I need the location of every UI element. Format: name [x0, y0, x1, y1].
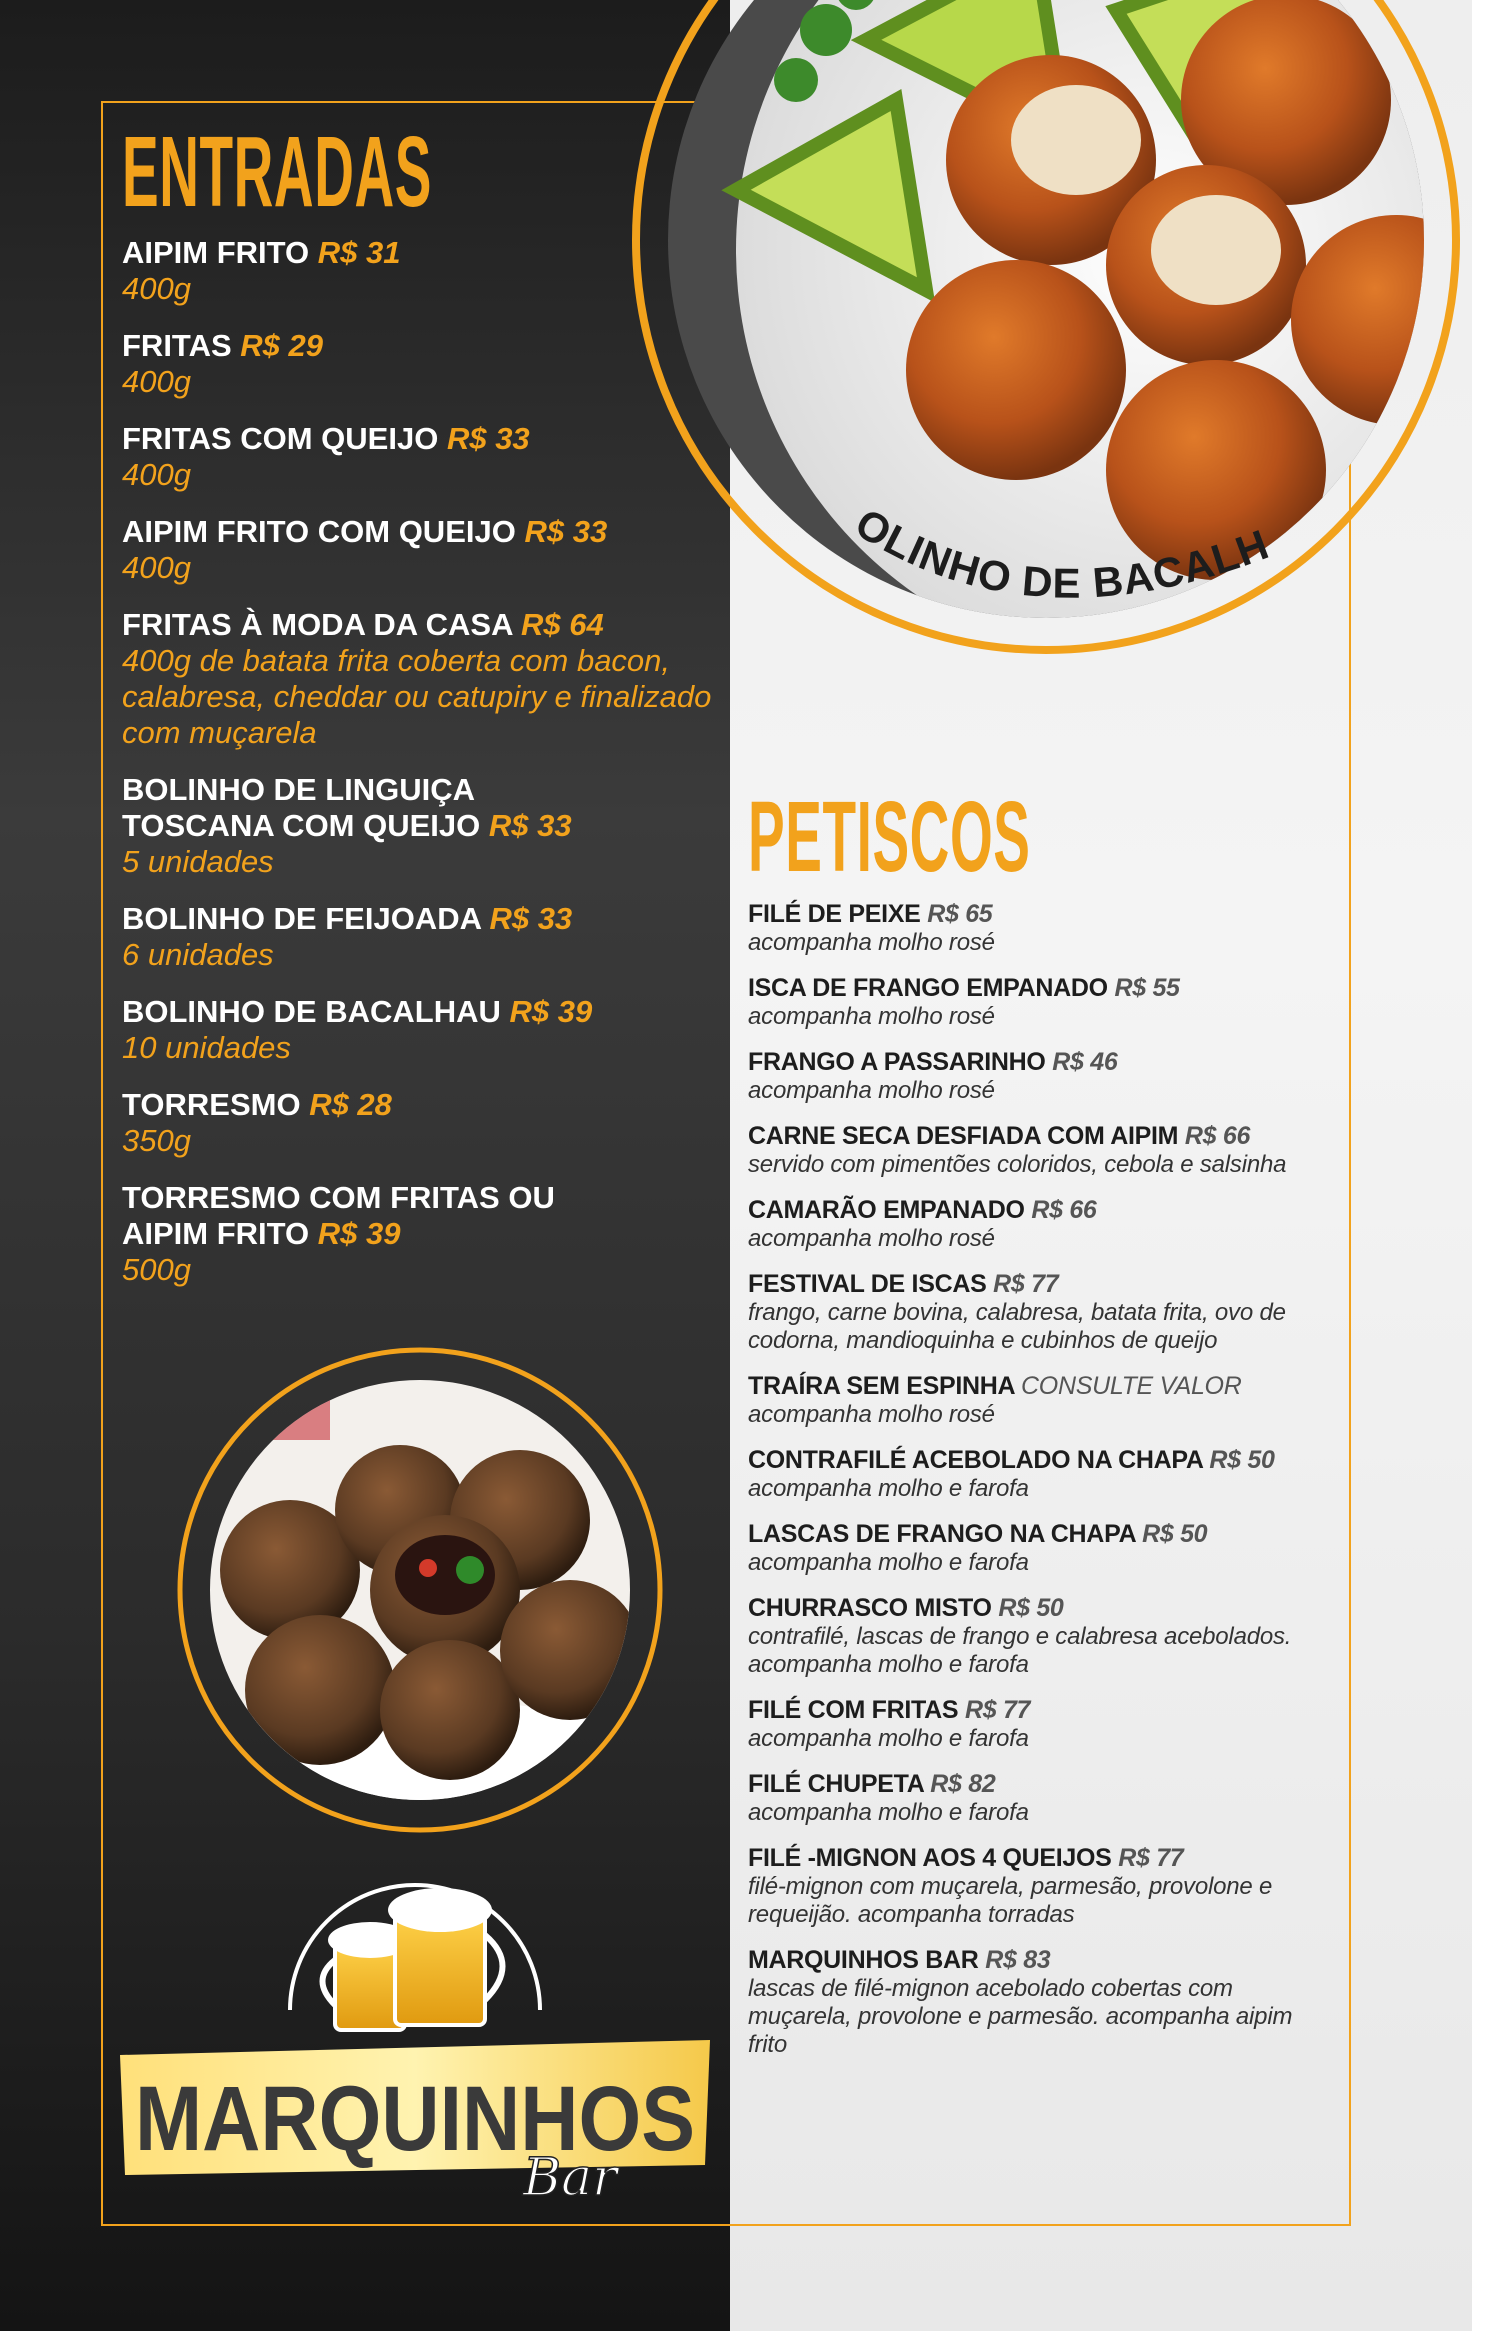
menu-item [748, 1696, 1368, 1753]
bolinho-de-bacalhau-photo [596, 0, 1496, 750]
menu-item [748, 1122, 1368, 1179]
menu-item [122, 1180, 712, 1288]
entradas-list [122, 235, 712, 1309]
item-name: FRITAS [122, 328, 232, 363]
item-desc: 400g [122, 364, 191, 399]
item-desc: 400g [122, 550, 191, 585]
item-desc: frango, carne bovina, calabresa, batata frita, ovo de codorna, mandioquinha e cubinhos de queijo [748, 1299, 1286, 1354]
item-name: TORRESMO COM FRITAS OU AIPIM FRITO [122, 1180, 555, 1251]
petiscos-title: PETISCOS [748, 781, 1031, 893]
item-desc: acompanha molho rosé [748, 1077, 995, 1104]
item-desc: acompanha molho rosé [748, 1003, 995, 1030]
menu-item [122, 421, 712, 493]
menu-item [748, 1946, 1368, 2059]
item-desc: acompanha molho e farofa [748, 1725, 1029, 1752]
item-name: BOLINHO DE BACALHAU [122, 994, 501, 1029]
item-name: LASCAS DE FRANGO NA CHAPA [748, 1520, 1136, 1548]
item-name: TRAÍRA SEM ESPINHA [748, 1372, 1015, 1400]
logo-sub-text: Bar [522, 2148, 618, 2208]
item-name: CHURRASCO MISTO [748, 1594, 992, 1622]
petiscos-list [748, 900, 1368, 2076]
item-price: R$ 46 [1052, 1048, 1118, 1076]
menu-item [122, 901, 712, 973]
item-name: TORRESMO [122, 1087, 301, 1122]
beer-mugs-icon [323, 1888, 503, 2030]
item-desc: acompanha molho rosé [748, 1225, 995, 1252]
item-name: AIPIM FRITO COM QUEIJO [122, 514, 516, 549]
item-price: R$ 33 [488, 808, 572, 843]
item-desc: 400g [122, 271, 191, 306]
item-desc: contrafilé, lascas de frango e calabresa acebolados. acompanha molho e farofa [748, 1623, 1292, 1678]
item-price: R$ 50 [1142, 1520, 1208, 1548]
item-desc: 350g [122, 1123, 191, 1158]
marquinhos-bar-logo [120, 1850, 710, 2210]
item-price: R$ 77 [964, 1696, 1031, 1724]
menu-item [748, 1844, 1368, 1929]
menu-item [122, 514, 712, 586]
item-price: R$ 31 [317, 235, 401, 270]
item-price: R$ 77 [1118, 1844, 1184, 1872]
menu-item [748, 1270, 1368, 1355]
item-desc: servido com pimentões coloridos, cebola e salsinha [748, 1151, 1287, 1178]
item-name: CARNE SECA DESFIADA COM AIPIM [748, 1122, 1179, 1150]
item-name: AIPIM FRITO [122, 235, 310, 270]
item-price: R$ 82 [930, 1770, 996, 1798]
item-desc: 500g [122, 1252, 191, 1287]
item-price: R$ 83 [985, 1946, 1051, 1974]
entradas-title: ENTRADAS [122, 116, 432, 228]
item-price: R$ 39 [509, 994, 593, 1029]
menu-item [748, 1446, 1368, 1503]
bolinho-de-feijoada-photo [170, 1340, 670, 1840]
item-price: R$ 64 [520, 607, 604, 642]
menu-item [748, 1594, 1368, 1679]
item-desc: 6 unidades [122, 937, 274, 972]
menu-item [748, 1372, 1368, 1429]
item-name: FILÉ DE PEIXE [748, 900, 921, 928]
item-desc: 10 unidades [122, 1030, 291, 1065]
item-price: R$ 50 [998, 1594, 1064, 1622]
logo-brand-text: MARQUINHOS [135, 2068, 695, 2170]
item-name: ISCA DE FRANGO EMPANADO [748, 974, 1108, 1002]
item-desc: acompanha molho e farofa [748, 1549, 1029, 1576]
item-desc: 400g de batata frita coberta com bacon, calabresa, cheddar ou catupiry e finalizado com muçarela [122, 643, 712, 750]
item-desc: 5 unidades [122, 844, 274, 879]
menu-item [748, 900, 1368, 957]
item-name: FRANGO A PASSARINHO [748, 1048, 1046, 1076]
item-price: R$ 28 [309, 1087, 392, 1122]
item-name: FILÉ CHUPETA [748, 1770, 924, 1798]
item-price: R$ 39 [317, 1216, 401, 1251]
item-price: R$ 65 [927, 900, 993, 928]
menu-item [748, 1196, 1368, 1253]
item-desc: acompanha molho e farofa [748, 1475, 1029, 1502]
item-price: R$ 33 [446, 421, 530, 456]
item-price: R$ 33 [489, 901, 573, 936]
item-name: BOLINHO DE LINGUIÇA TOSCANA COM QUEIJO [122, 772, 481, 843]
menu-item [748, 1520, 1368, 1577]
item-price: R$ 77 [993, 1270, 1059, 1298]
item-name: CONTRAFILÉ ACEBOLADO NA CHAPA [748, 1446, 1203, 1474]
item-price: R$ 66 [1031, 1196, 1097, 1224]
menu-item [748, 1770, 1368, 1827]
item-price: R$ 50 [1209, 1446, 1275, 1474]
item-name: BOLINHO DE FEIJOADA [122, 901, 481, 936]
item-name: FESTIVAL DE ISCAS [748, 1270, 987, 1298]
menu-item [122, 328, 712, 400]
item-desc: acompanha molho rosé [748, 1401, 995, 1428]
menu-item [122, 994, 712, 1066]
menu-item [122, 772, 712, 880]
menu-item [122, 235, 712, 307]
menu-item [748, 1048, 1368, 1105]
item-desc: acompanha molho rosé [748, 929, 995, 956]
item-name: FILÉ COM FRITAS [748, 1696, 959, 1724]
item-price: R$ 29 [240, 328, 323, 363]
item-name: MARQUINHOS BAR [748, 1946, 979, 1974]
item-price: R$ 33 [524, 514, 608, 549]
item-name: FILÉ -MIGNON AOS 4 QUEIJOS [748, 1844, 1112, 1872]
item-price: R$ 66 [1184, 1122, 1251, 1150]
item-price: R$ 55 [1114, 974, 1180, 1002]
item-name: CAMARÃO EMPANADO [748, 1196, 1025, 1224]
bolinho-caption-text: OLINHO DE BACALH [847, 499, 1276, 607]
item-desc: lascas de filé-mignon acebolado cobertas com muçarela, provolone e parmesão. acompanha aipim frito [748, 1975, 1293, 2058]
menu-item [748, 974, 1368, 1031]
item-price: CONSULTE VALOR [1021, 1372, 1242, 1400]
item-desc: acompanha molho e farofa [748, 1799, 1029, 1826]
menu-item [122, 1087, 712, 1159]
item-desc: filé-mignon com muçarela, parmesão, provolone e requeijão. acompanha torradas [748, 1873, 1273, 1928]
item-name: FRITAS COM QUEIJO [122, 421, 439, 456]
item-desc: 400g [122, 457, 191, 492]
item-name: FRITAS À MODA DA CASA [122, 607, 513, 642]
menu-item [122, 607, 712, 751]
